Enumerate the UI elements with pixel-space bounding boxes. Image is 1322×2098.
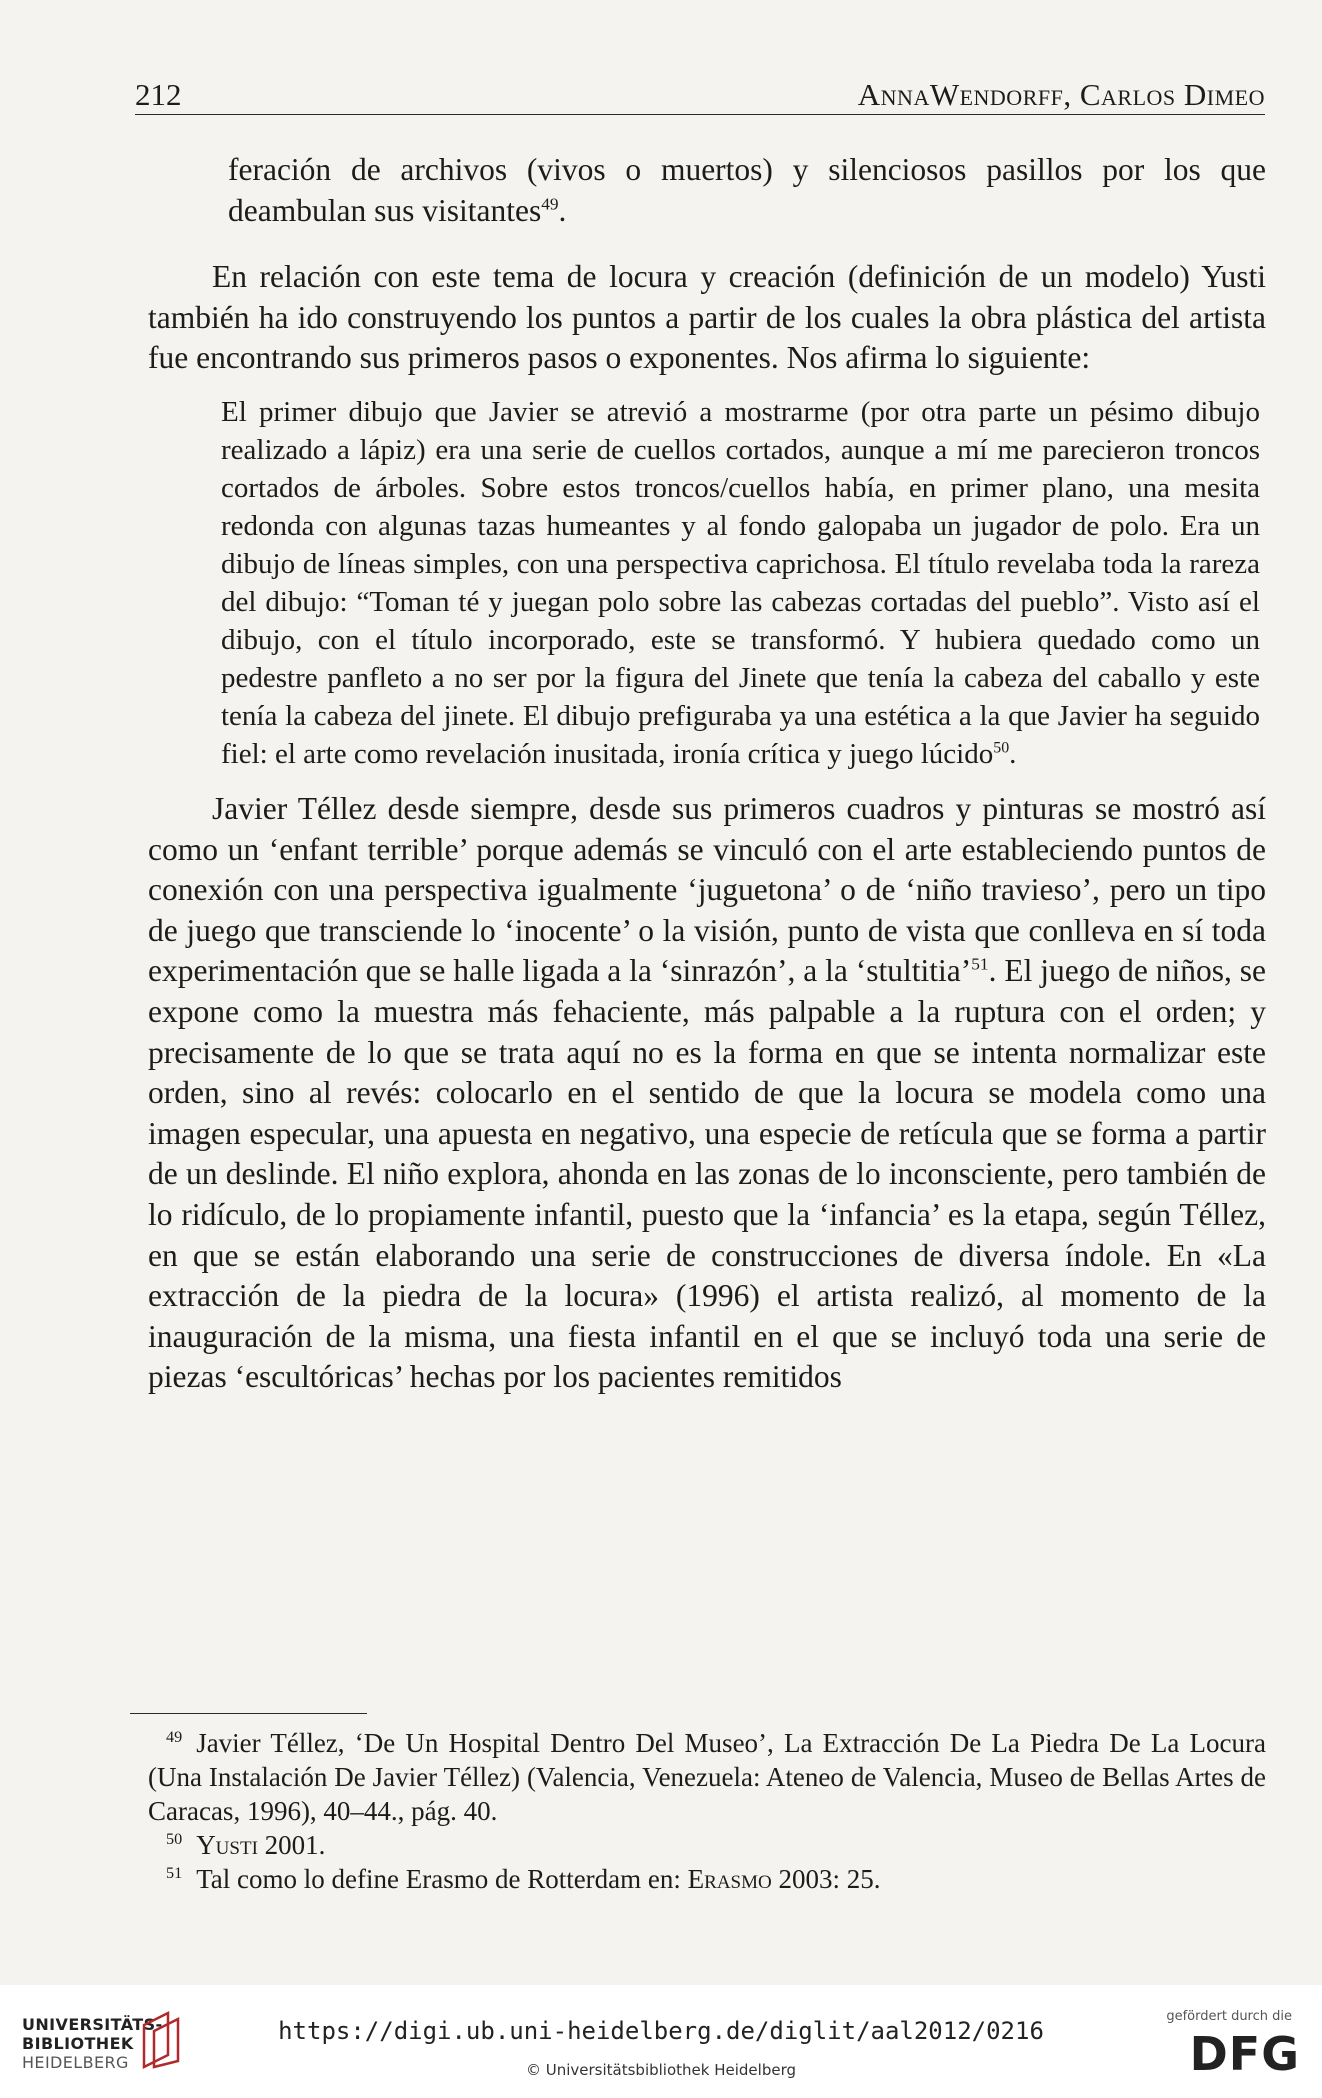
funding-note: gefördert durch die [1166, 2009, 1292, 2024]
footnote-number: 50 [166, 1830, 183, 1848]
paragraph: Javier Téllez desde siempre, desde sus primeros cuadros y pinturas se mostró así como un ‘enfant terrible’ porque además se vinculó con el arte estableciendo puntos de conexión con una perspectiva igualmente ‘juguetona’ o de ‘niño travieso’, pero un tipo de juego que transciende lo ‘inocente’ o la visión, punto de vista que conlleva en sí toda experimentación que se halle ligada a la ‘sinrazón’, a la ‘stultitia’$^{51}$. El juego de niños, se expone como la muestra más fehaciente, más palpable a la ruptura con el orden; y precisamente de lo que se trata aquí no es la forma en que se intenta normalizar este orden, sino al revés: colocarlo en el sentido de que la locura se modela como una imagen especular, una apuesta en negativo, una especie de retícula que se forma a partir de un deslinde. El niño explora, ahonda en las zonas de lo inconsciente, pero también de lo ridículo, de lo propiamente infantil, puesto que la ‘infancia’ es la etapa, según Téllez, en que se están elaborando una serie de construcciones de diversa índole. En «La extracción de la piedra de la locura» (1996) el artista realizó, al momento de la inauguración de la misma, una fiesta infantil en el que se incluyó toda una serie de piezas ‘escultóricas’ hechas por los pacientes remitidos [148, 790, 1266, 1395]
paragraph: En relación con este tema de locura y creación (definición de un modelo) Yusti también ha ido construyendo los puntos a partir de los cuales la obra plástica del artista fue encontrando sus primeros pasos o exponentes. Nos afirma lo siguiente: [148, 259, 1266, 376]
block-quote: El primer dibujo que Javier se atrevió a mostrarme (por otra parte un pésimo dibujo realizado a lápiz) era una serie de cuellos cortados, aunque a mí me parecieron troncos cortados de árboles. Sobre estos troncos/cuellos había, en primer plano, una mesita redonda con algunas tazas humeantes y al fondo galopaba un jugador de polo. Era un dibujo de líneas simples, con una perspectiva caprichosa. El título revelaba toda la rareza del dibujo: “Toman té y juegan polo sobre las cabezas cortadas del pueblo”. Visto así el dibujo, con el título incorporado, este se transformó. Y hubiera quedado como un pedestre panfleto a no ser por la figura del Jinete que tenía la cabeza del caballo y este tenía la cabeza del jinete. El dibujo prefiguraba ya una estética a la que Javier ha seguido fiel: el arte como revelación inusitada, ironía crítica y juego lúcido$^{50}$. [221, 395, 1260, 770]
footnote-ref-49[interactable]: 49 [541, 194, 559, 214]
main-text [148, 150, 1266, 1398]
viewer-footer [0, 1985, 1322, 2098]
paragraph-continuation: feración de archivos (vivos o muertos) y silenciosos pasillos por los que deambulan sus visitantes$^{49}$. [228, 152, 1266, 228]
page-number: 212 [135, 77, 182, 112]
footnote-divider [130, 1713, 367, 1714]
footnotes [148, 1726, 1266, 1896]
footnote-ref-51[interactable]: 51 [971, 954, 989, 974]
footnote: $^{50}$ Yusti 2001. [166, 1830, 326, 1860]
copyright-notice: © Universitätsbibliothek Heidelberg [525, 2061, 796, 2079]
footnote-number: 51 [166, 1864, 183, 1882]
footnote-number: 49 [166, 1728, 183, 1746]
footnote-ref-50[interactable]: 50 [993, 739, 1010, 757]
running-header [135, 72, 1265, 115]
dfg-logo[interactable]: DFG [1189, 2027, 1300, 2081]
permalink-url[interactable]: https://digi.ub.uni-heidelberg.de/diglit/aal2012/0216 [278, 2017, 1044, 2045]
library-logo[interactable]: UNIVERSITÄTS- BIBLIOTHEK HEIDELBERG [22, 2015, 163, 2072]
footnote: $^{51}$ Tal como lo define Erasmo de Rotterdam en: Erasmo 2003: 25. [166, 1864, 881, 1894]
footnote: $^{49}$ Javier Téllez, ‘De Un Hospital Dentro Del Museo’, La Extracción De La Piedra De La Locura (Una Instalación De Javier Téllez) (Valencia, Venezuela: Ateneo de Valencia, Museo de Bellas Artes de Caracas, 1996), 40–44., pág. 40. [148, 1728, 1266, 1826]
running-head-authors: AnnaWendorff, Carlos Dimeo [857, 77, 1265, 112]
